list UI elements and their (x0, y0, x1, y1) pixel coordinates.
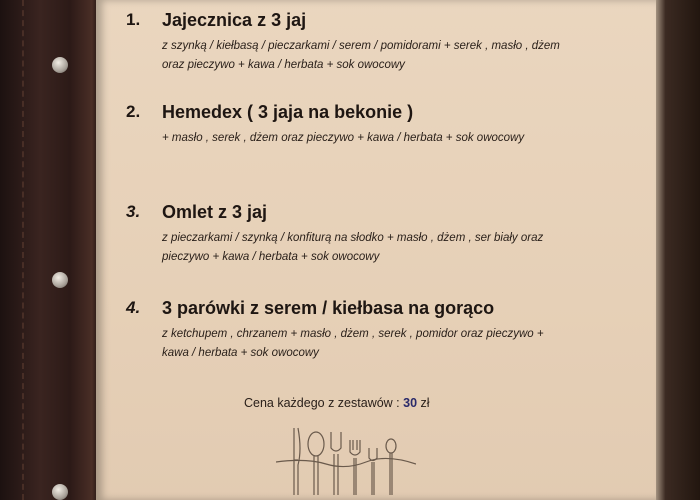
binder-rivet (52, 57, 68, 73)
item-description: z szynką / kiełbasą / pieczarkami / serem / pomidorami + serek , masło , dżem oraz pieczywo + kawa / herbata + sok owocowy (162, 40, 560, 71)
item-number: 3. (126, 202, 141, 221)
item-description: + masło , serek , dżem oraz pieczywo + kawa / herbata + sok owocowy (162, 132, 525, 144)
set-price (244, 396, 430, 410)
spoon-icon (308, 432, 324, 456)
fork-icon (350, 440, 360, 495)
menu-page (96, 0, 656, 500)
binder-rivet (52, 484, 68, 500)
item-title: Omlet z 3 jaj (162, 202, 268, 222)
item-number: 2. (126, 102, 141, 121)
item-description: z ketchupem , chrzanem + masło , dżem , serek , pomidor oraz pieczywo + kawa / herbata + sok owocowy (162, 328, 544, 359)
item-title: 3 parówki z serem / kiełbasa na gorąco (162, 298, 495, 318)
teaspoon-icon (386, 439, 396, 453)
item-description: z pieczarkami / szynką / konfiturą na słodko + masło , dżem , ser biały oraz pieczywo + kawa / herbata + sok owocowy (162, 232, 544, 263)
binder-rivet (52, 272, 68, 288)
cover-stitching (22, 0, 24, 500)
price-value: 30 (403, 396, 418, 410)
price-currency: zł (420, 396, 430, 410)
item-number: 4. (126, 298, 141, 317)
fork-icon (331, 432, 341, 495)
cover-edge (654, 0, 700, 500)
item-title: Jajecznica z 3 jaj (162, 10, 307, 30)
knife-icon (294, 428, 300, 495)
leather-cover (0, 0, 100, 500)
price-label: Cena każdego z zestawów : (244, 396, 400, 410)
dessert-fork-icon (369, 448, 377, 495)
item-title: Hemedex ( 3 jaja na bekonie ) (162, 102, 414, 122)
cutlery-illustration (276, 420, 416, 500)
item-number: 1. (126, 10, 141, 29)
